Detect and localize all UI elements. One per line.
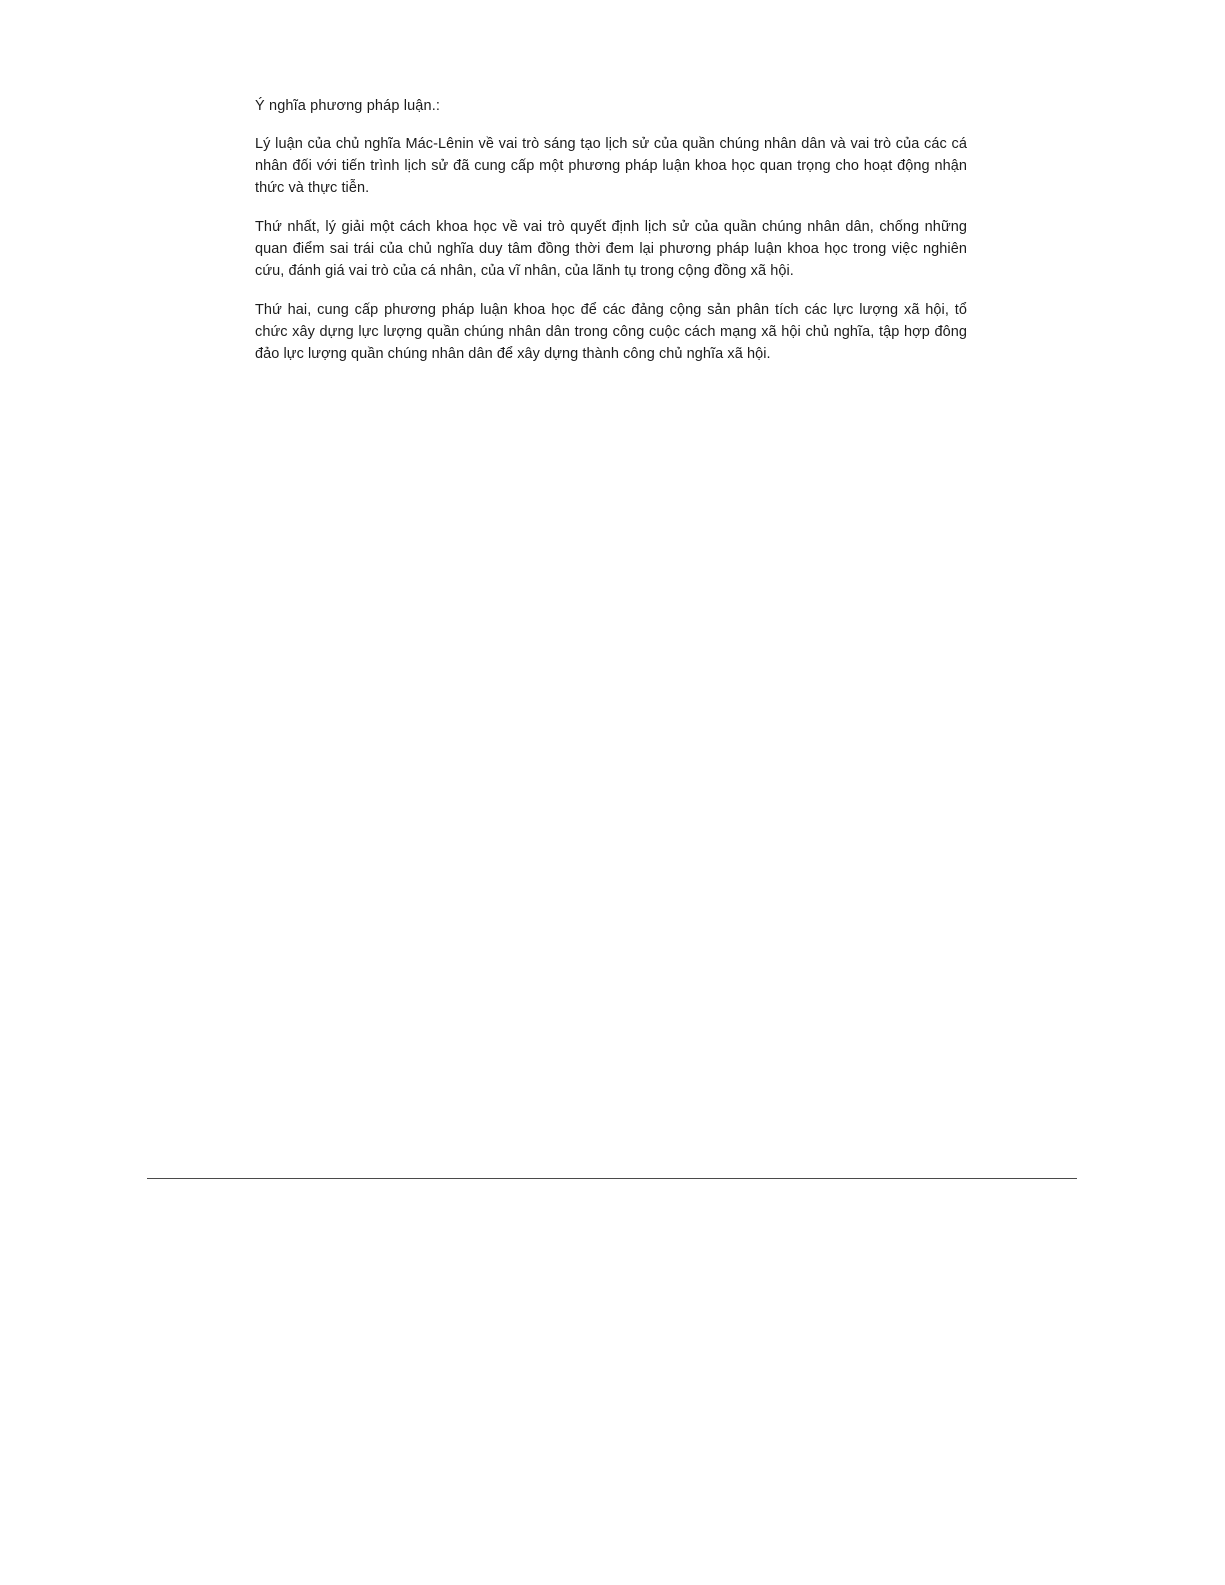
paragraph: Thứ nhất, lý giải một cách khoa học về vai trò quyết định lịch sử của quần chúng nhân dân, chống những quan điểm sai trái của chủ nghĩa duy tâm đồng thời đem lại phương pháp luận khoa học trong việc nghiên cứu, đánh giá vai trò của cá nhân, của vĩ nhân, của lãnh tụ trong cộng đồng xã hội. <box>255 219 967 280</box>
document-body <box>255 96 967 365</box>
paragraph: Lý luận của chủ nghĩa Mác-Lênin về vai trò sáng tạo lịch sử của quần chúng nhân dân và vai trò của các cá nhân đối với tiến trình lịch sử đã cung cấp một phương pháp luận khoa học quan trọng cho hoạt động nhận thức và thực tiễn. <box>255 136 967 197</box>
footer-divider <box>147 1178 1077 1179</box>
section-heading: Ý nghĩa phương pháp luận.: <box>255 98 441 114</box>
paragraph: Thứ hai, cung cấp phương pháp luận khoa học để các đảng cộng sản phân tích các lực lượng xã hội, tổ chức xây dựng lực lượng quần chúng nhân dân trong công cuộc cách mạng xã hội chủ nghĩa, tập hợp đông đảo lực lượng quần chúng nhân dân để xây dựng thành công chủ nghĩa xã hội. <box>255 302 967 363</box>
